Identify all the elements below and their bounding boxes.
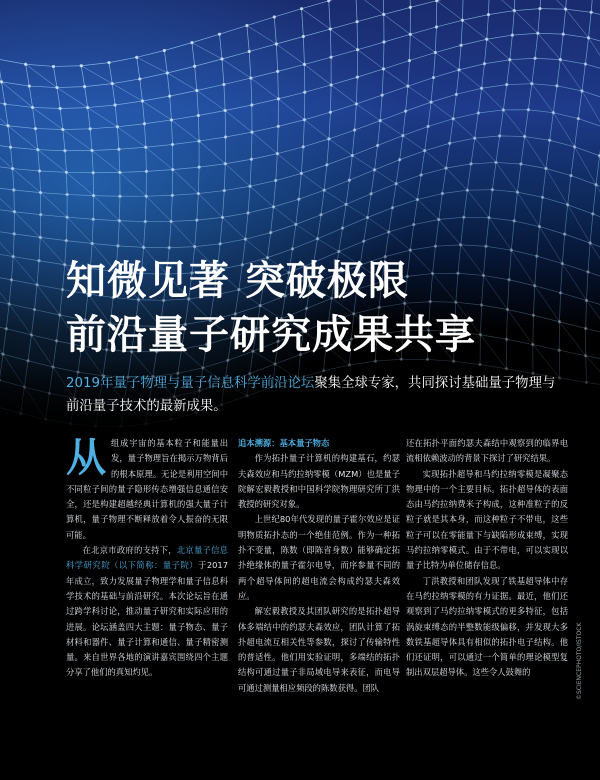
intro-paragraph (66, 372, 556, 418)
text-column-2 (238, 436, 400, 696)
title-line-1: 知微见著 突破极限 (66, 258, 409, 304)
photo-credit: ©SCIENCEPHOTO/ISTOCK (576, 622, 583, 700)
title-line-2: 前沿量子研究成果共享 (66, 312, 476, 358)
paragraph-text: 于2017年成立，致力发展量子物理学和量子信息科学技术的基础与前沿研究。本次论坛旨在通过跨学科讨论，推动量子研究和实际应用的进展。论坛涵盖四大主题：量子物态、量子材料和器件、量子计算和通信、量子精密测量。来自世界各地的演讲嘉宾围绕四个主题分享了他们的真知灼见。 (66, 560, 228, 678)
paragraph (66, 543, 228, 681)
text-column-1 (66, 436, 228, 681)
page-title (66, 254, 476, 362)
paragraph: 上世纪80年代发现的量子霍尔效应是证明物质拓扑态的一个绝佳范例。作为一种拓扑不变量，陈数（即陈省身数）能够确定拓扑绝缘体的量子霍尔电导，而序参量不同的两个超导体间的超电流会构成约瑟夫森效应。 (238, 514, 400, 601)
paragraph-text: 组成宇宙的基本粒子和能量出发，量子物理旨在揭示万物背后的根本原理。无论是利用空间中不同粒子间的量子隐形传态增强信息通信安全，还是构建超越经典计算机的强大量子计算机，量子物理不断释放着令人振奋的无限可能。 (66, 438, 228, 540)
paragraph: 实现拓扑超导和马约拉纳零模是凝聚态物理中的一个主要目标。拓扑超导体的表面态由马约拉纳费米子构成，这种准粒子的反粒子就是其本身，而这种粒子不带电，这些粒子可以在零能量下与缺陷形成束缚，实现马约拉纳零模式。由于不带电，可以实现以量子比特为单位储存信息。 (406, 468, 568, 571)
section-subhead: 追本溯源：基本量子物态 (238, 438, 330, 448)
intro-text: 聚集全球专家，共同探讨基础量子物理与前沿量子技术的最新成果。 (66, 376, 556, 414)
paragraph (66, 436, 228, 543)
paragraph: 还在拓扑平面约瑟夫森结中观察到的临界电流相依赖波动的背景下探讨了研究结果。 (406, 438, 568, 464)
paragraph: 解宏毅教授及其团队研究的是拓扑超导体多端结中的约瑟夫森效应，团队计算了拓扑超电流互相关性等参数，探讨了传输特性的普适性。他们用实验证明，多端结的拓扑结构可通过量子非局域电导来表征，而电导可通过测量相应频段的陈数获得。团队 (238, 606, 400, 693)
text-column-3 (406, 436, 568, 681)
institute-name: 北京量子信息科学研究院（以下简称：量子院） (66, 545, 228, 571)
paragraph-text: 在北京市政府的支持下， (82, 545, 177, 556)
paragraph: 丁洪教授和团队发现了铁基超导体中存在马约拉纳零模的有力证据。最近，他们还观察到了马约拉纳零模式的更多特征，包括涡旋束缚态的半整数能级偏移，并发现大多数铁基超导体具有相似的拓扑电子结构。他们还证明，可以通过一个简单的理论模型复制出双层超导体。这些令人鼓舞的 (406, 575, 568, 678)
paragraph: 作为拓扑量子计算机的构建基石，约瑟夫森效应和马约拉纳零模（MZM）也是量子院解宏毅教授和中国科学院物理研究所丁洪教授的研究对象。 (238, 453, 400, 510)
drop-cap: 从 (66, 435, 106, 481)
intro-forum-name: 2019年量子物理与量子信息科学前沿论坛 (66, 376, 315, 391)
